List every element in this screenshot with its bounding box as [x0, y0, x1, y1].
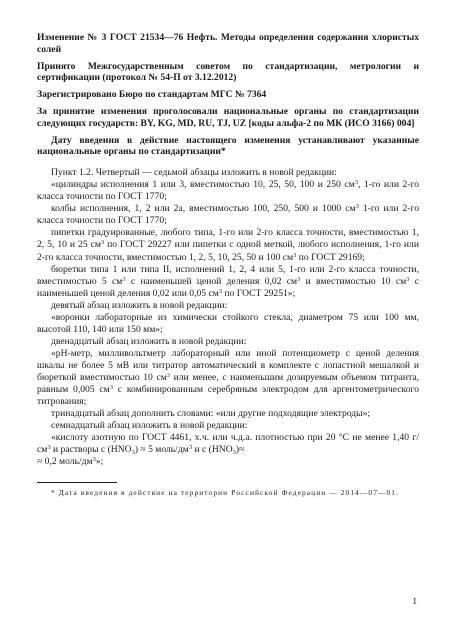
- paragraph-thirteenth: тринадцатый абзац дополнить словами: «или другие подходящие электроды»;: [51, 408, 371, 420]
- paragraph-flasks: колбы исполнения, 1, 2 или 2а, вместимостью 100, 250, 500 и 1000 $см^3$ 1-го или 2-го класса точности по ГОСТ 1770;: [37, 203, 419, 227]
- paragraph-cylinders: «цилиндры исполнения 1 или 3, вместимостью 10, 25, 50, 100 и 250 $см^3$, 1-го или 2-го класса точности по ГОСТ 1770;: [37, 179, 419, 203]
- paragraph-twelfth: двенадцатый абзац изложить в новой редакции:: [51, 335, 247, 347]
- registered-note: Зарегистрировано Бюро по стандартам МГС № 7364: [37, 89, 267, 101]
- page-number: 1: [412, 596, 417, 607]
- paragraph-ph-meter: «рН-метр, милливольтметр лабораторный или иной потенциометр с ценой деления шкалы не более 5 мВ или титратор автоматический в комплекте с лопастной мешалкой и бюреткой вместимостью 10 $см^3$ или менее, с наименьшим дозируемым объемом титранта, равным 0,005 $см^3$ с комбинированным серебряным электродом для аргентометрического титрования;: [37, 347, 420, 408]
- accepted-note: Принято Межгосударственным советом по стандартизации, метрологии и сертификации (протокол № 54-П от 3.12.2012): [37, 60, 419, 84]
- paragraph-seventeenth: семнадцатый абзац изложить в новой редакции:: [51, 420, 248, 432]
- footnote: * Дата введения в действие на территории Российской Федерации — 2014—07—01.: [51, 488, 400, 498]
- footnote-divider: [37, 482, 117, 483]
- paragraph-ninth: девятый абзац изложить в новой редакции:: [51, 299, 228, 311]
- amendment-header: [37, 32, 419, 158]
- paragraph-funnels: «воронки лабораторные из химически стойкого стекла, диаметром 75 или 100 мм, высотой 110, 140 или 150 мм»;: [37, 311, 419, 335]
- amendment-body: [37, 167, 419, 468]
- effective-date-note: Дату введения в действие настоящего изменения устанавливают указанные национальные органы по стандартизации*: [37, 134, 419, 158]
- paragraph-pipettes: пипетки градуированные, любого типа, 1-го или 2-го класса точности, вместимостью 1, 2, 5, 10 и 25 $см^3$ по ГОСТ 29227 или пипетки с одной меткой, любого исполнения, 1-го или 2-го класса точности, вместимостью 1, 2, 5, 10, 25, 50 и 100 $см^3$ по ГОСТ 29169;: [37, 227, 419, 263]
- paragraph-burettes: бюретки типа 1 или типа II, исполнений 1, 2, 4 или 5, 1-го или 2-го класса точности, вместимостью 5 $см^3$ с наименьшей ценой деления 0,02 $см^3$ и вместимостью 10 $см^3$ с наименьшей ценой деления 0,02 или 0,05 $см^3$ по ГОСТ 29251»;: [37, 263, 419, 299]
- voted-note: За принятие изменения проголосовали национальные органы по стандартизации следующих государств: BY, KG, MD, RU, TJ, UZ [коды альфа-2 по МК (ИСО 3166) 004]: [37, 105, 419, 129]
- paragraph-clause: Пункт 1.2. Четвертый — седьмой абзацы изложить в новой редакции:: [51, 167, 337, 179]
- amendment-title: Изменение № 3 ГОСТ 21534—76 Нефть. Методы определения содержания хлористых солей: [37, 32, 419, 55]
- paragraph-nitric-acid: «кислоту азотную по ГОСТ 4461, х.ч. или ч.д.а. плотностью при 20 °С не менее 1,40 $г/см^3$ и растворы с $(HNO_3) \approx 5$ моль/$дм^3$ и с $(HNO_3)\approx$ ≈ 0,2 моль/$дм^3$»;: [37, 432, 419, 468]
